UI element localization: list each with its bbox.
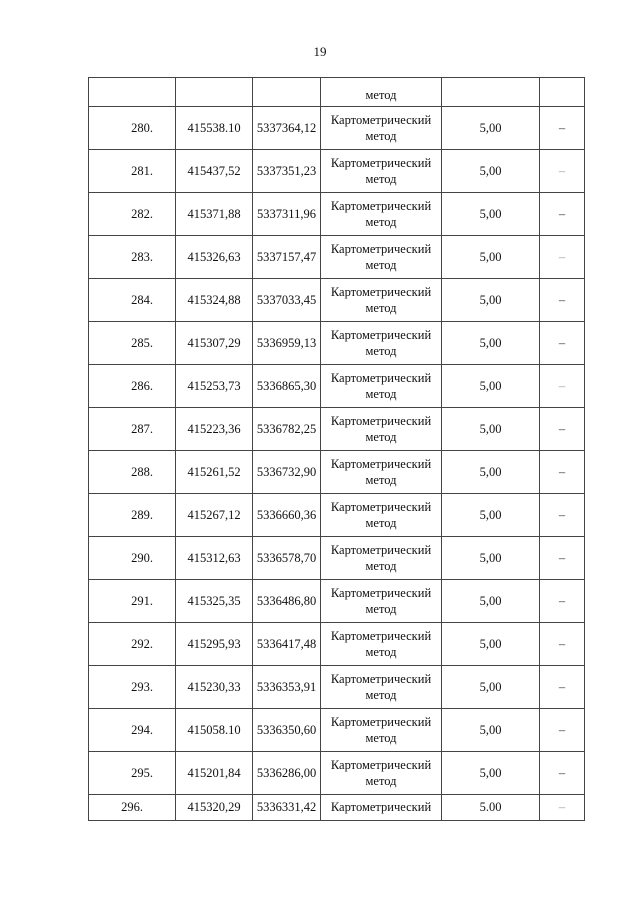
point-number: 291.: [89, 580, 176, 623]
cell-empty: [89, 78, 176, 107]
note-cell: –: [540, 580, 585, 623]
accuracy-cell: 5,00: [442, 365, 540, 408]
note-cell: –: [540, 494, 585, 537]
accuracy-cell: 5,00: [442, 322, 540, 365]
x-coordinate: 415261,52: [176, 451, 253, 494]
table-row: [89, 623, 585, 666]
accuracy-cell: 5,00: [442, 709, 540, 752]
point-number: 293.: [89, 666, 176, 709]
point-number: 286.: [89, 365, 176, 408]
cell-empty: [540, 78, 585, 107]
method-cell: Картометрический метод: [321, 107, 442, 150]
y-coordinate: 5336865,30: [253, 365, 321, 408]
cell-empty: [442, 78, 540, 107]
point-number: 292.: [89, 623, 176, 666]
table-row: [89, 279, 585, 322]
x-coordinate: 415326,63: [176, 236, 253, 279]
y-coordinate: 5337311,96: [253, 193, 321, 236]
x-coordinate: 415320,29: [176, 795, 253, 821]
table-row: [89, 365, 585, 408]
accuracy-cell: 5,00: [442, 451, 540, 494]
cell-empty: [176, 78, 253, 107]
method-cell: Картометрический метод: [321, 666, 442, 709]
table-row: [89, 150, 585, 193]
x-coordinate: 415058.10: [176, 709, 253, 752]
point-number: 296.: [89, 795, 176, 821]
point-number: 281.: [89, 150, 176, 193]
method-cell: Картометрический метод: [321, 150, 442, 193]
table-row: [89, 107, 585, 150]
table-row: [89, 666, 585, 709]
note-cell: –: [540, 107, 585, 150]
note-cell: –: [540, 365, 585, 408]
note-cell: –: [540, 623, 585, 666]
method-cell: Картометрический метод: [321, 365, 442, 408]
y-coordinate: 5336417,48: [253, 623, 321, 666]
x-coordinate: 415538.10: [176, 107, 253, 150]
accuracy-cell: 5,00: [442, 666, 540, 709]
point-number: 282.: [89, 193, 176, 236]
y-coordinate: 5337033,45: [253, 279, 321, 322]
y-coordinate: 5336486,80: [253, 580, 321, 623]
point-number: 280.: [89, 107, 176, 150]
accuracy-cell: 5,00: [442, 236, 540, 279]
accuracy-cell: 5,00: [442, 537, 540, 580]
method-cell: Картометрический метод: [321, 752, 442, 795]
x-coordinate: 415312,63: [176, 537, 253, 580]
note-cell: –: [540, 795, 585, 821]
y-coordinate: 5337364,12: [253, 107, 321, 150]
method-cell: Картометрический метод: [321, 193, 442, 236]
accuracy-cell: 5.00: [442, 795, 540, 821]
y-coordinate: 5337157,47: [253, 236, 321, 279]
point-number: 294.: [89, 709, 176, 752]
y-coordinate: 5336959,13: [253, 322, 321, 365]
note-cell: –: [540, 236, 585, 279]
point-number: 295.: [89, 752, 176, 795]
y-coordinate: 5336732,90: [253, 451, 321, 494]
table-row: [89, 494, 585, 537]
note-cell: –: [540, 537, 585, 580]
accuracy-cell: 5,00: [442, 193, 540, 236]
point-number: 290.: [89, 537, 176, 580]
point-number: 283.: [89, 236, 176, 279]
page-number: 19: [313, 44, 327, 59]
method-continuation: метод: [321, 78, 442, 107]
table-row: [89, 236, 585, 279]
accuracy-cell: 5,00: [442, 580, 540, 623]
method-cell: Картометрический метод: [321, 537, 442, 580]
x-coordinate: 415223,36: [176, 408, 253, 451]
method-cell: Картометрический метод: [321, 451, 442, 494]
accuracy-cell: 5,00: [442, 408, 540, 451]
table-row: [89, 193, 585, 236]
method-cell: Картометрический метод: [321, 279, 442, 322]
accuracy-cell: 5,00: [442, 150, 540, 193]
y-coordinate: 5336350,60: [253, 709, 321, 752]
note-cell: –: [540, 451, 585, 494]
note-cell: –: [540, 322, 585, 365]
y-coordinate: 5336578,70: [253, 537, 321, 580]
y-coordinate: 5336782,25: [253, 408, 321, 451]
continued-row: [89, 78, 585, 107]
point-number: 288.: [89, 451, 176, 494]
accuracy-cell: 5,00: [442, 107, 540, 150]
note-cell: –: [540, 193, 585, 236]
note-cell: –: [540, 150, 585, 193]
y-coordinate: 5336660,36: [253, 494, 321, 537]
table-row: [89, 322, 585, 365]
x-coordinate: 415201,84: [176, 752, 253, 795]
y-coordinate: 5337351,23: [253, 150, 321, 193]
method-cell: Картометрический метод: [321, 709, 442, 752]
note-cell: –: [540, 666, 585, 709]
x-coordinate: 415267,12: [176, 494, 253, 537]
method-cell: Картометрический метод: [321, 322, 442, 365]
x-coordinate: 415437,52: [176, 150, 253, 193]
accuracy-cell: 5,00: [442, 279, 540, 322]
y-coordinate: 5336353,91: [253, 666, 321, 709]
method-cell: Картометрический: [321, 795, 442, 821]
coordinates-table: [88, 77, 585, 821]
x-coordinate: 415253,73: [176, 365, 253, 408]
x-coordinate: 415307,29: [176, 322, 253, 365]
x-coordinate: 415371,88: [176, 193, 253, 236]
point-number: 285.: [89, 322, 176, 365]
point-number: 289.: [89, 494, 176, 537]
accuracy-cell: 5,00: [442, 752, 540, 795]
x-coordinate: 415324,88: [176, 279, 253, 322]
note-cell: –: [540, 408, 585, 451]
table-row: [89, 795, 585, 821]
method-cell: Картометрический метод: [321, 236, 442, 279]
point-number: 284.: [89, 279, 176, 322]
point-number: 287.: [89, 408, 176, 451]
table-row: [89, 451, 585, 494]
note-cell: –: [540, 279, 585, 322]
table-row: [89, 709, 585, 752]
method-cell: Картометрический метод: [321, 408, 442, 451]
x-coordinate: 415230,33: [176, 666, 253, 709]
note-cell: –: [540, 709, 585, 752]
accuracy-cell: 5,00: [442, 623, 540, 666]
cell-empty: [253, 78, 321, 107]
note-cell: –: [540, 752, 585, 795]
table-row: [89, 408, 585, 451]
table-row: [89, 537, 585, 580]
method-cell: Картометрический метод: [321, 494, 442, 537]
method-cell: Картометрический метод: [321, 623, 442, 666]
x-coordinate: 415325,35: [176, 580, 253, 623]
y-coordinate: 5336331,42: [253, 795, 321, 821]
x-coordinate: 415295,93: [176, 623, 253, 666]
table-row: [89, 580, 585, 623]
method-cell: Картометрический метод: [321, 580, 442, 623]
y-coordinate: 5336286,00: [253, 752, 321, 795]
table-row: [89, 752, 585, 795]
accuracy-cell: 5,00: [442, 494, 540, 537]
